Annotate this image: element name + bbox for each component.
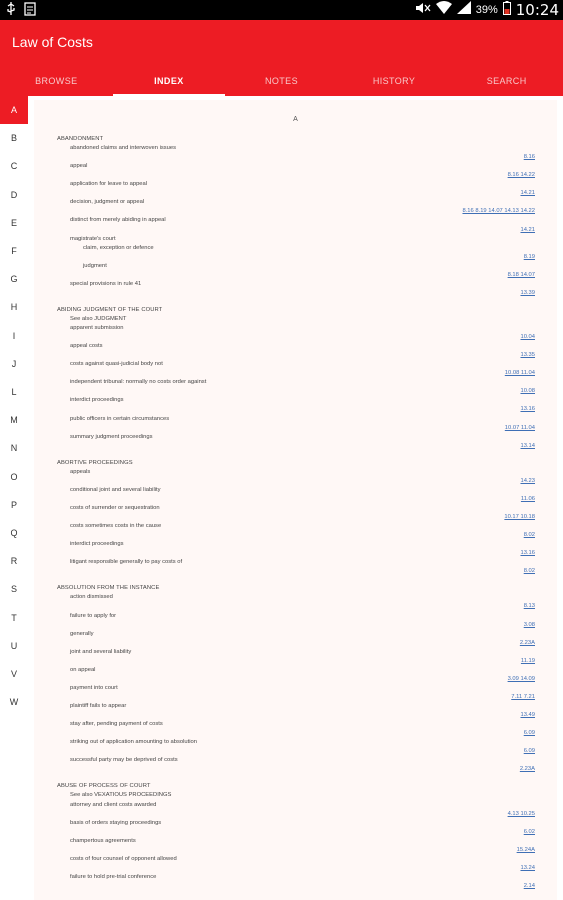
index-reference-link[interactable]: 6.09 bbox=[523, 730, 535, 737]
letter-u[interactable]: U bbox=[10, 640, 18, 651]
index-entry: basis of orders staying proceedings bbox=[70, 819, 162, 826]
index-reference-link[interactable]: 13.14 bbox=[520, 442, 535, 449]
index-entry: public officers in certain circumstances bbox=[70, 415, 170, 422]
letter-m[interactable]: M bbox=[10, 415, 18, 426]
letter-j[interactable]: J bbox=[11, 358, 17, 369]
index-reference-link[interactable]: 13.39 bbox=[520, 289, 535, 296]
index-reference-link[interactable]: 10.17 10.18 bbox=[504, 514, 535, 520]
index-reference-link[interactable]: 13.16 bbox=[520, 406, 535, 413]
index-entry: independent tribunal: normally no costs order against bbox=[70, 379, 207, 386]
index-entry: decision, judgment or appeal bbox=[70, 199, 145, 206]
app-bar bbox=[0, 20, 563, 96]
index-entry: litigant responsible generally to pay costs of bbox=[70, 559, 183, 566]
index-reference-link[interactable]: 10.07 11.04 bbox=[504, 424, 535, 431]
index-reference-link[interactable]: 8.02 bbox=[523, 568, 535, 575]
index-entry: joint and several liability bbox=[70, 648, 132, 655]
letter-o[interactable]: O bbox=[10, 471, 18, 482]
index-heading: ABIDING JUDGMENT OF THE COURT bbox=[57, 306, 163, 313]
index-reference-link[interactable]: 2.23A bbox=[519, 639, 535, 646]
letter-c[interactable]: C bbox=[10, 161, 18, 172]
index-reference-link[interactable]: 8.18 14.07 bbox=[507, 271, 535, 278]
index-entry: special provisions in rule 41 bbox=[70, 280, 142, 287]
index-entry: costs against quasi-judicial body not bbox=[70, 361, 163, 368]
index-reference-link[interactable]: 4.13 10.25 bbox=[507, 810, 535, 817]
index-entry: interdict proceedings bbox=[70, 397, 124, 404]
index-entry: successful party may be deprived of costs bbox=[70, 757, 178, 764]
battery-icon bbox=[503, 1, 511, 20]
index-reference-link[interactable]: 8.16 bbox=[523, 154, 535, 161]
index-reference-link[interactable]: 13.49 bbox=[520, 712, 535, 719]
index-heading: ABSOLUTION FROM THE INSTANCE bbox=[57, 585, 160, 592]
signal-icon bbox=[457, 1, 471, 19]
index-entry: appeals bbox=[70, 468, 91, 475]
index-entry: plaintiff fails to appear bbox=[70, 703, 127, 709]
index-heading: ABUSE OF PROCESS OF COURT bbox=[57, 783, 151, 790]
index-entry: costs of four counsel of opponent allowed bbox=[70, 855, 177, 862]
index-entry: judgment bbox=[83, 262, 107, 269]
index-reference-link[interactable]: 10.04 bbox=[520, 334, 535, 341]
letter-p[interactable]: P bbox=[10, 499, 17, 510]
letter-s[interactable]: S bbox=[10, 584, 17, 595]
tab-search[interactable]: SEARCH bbox=[486, 76, 527, 86]
index-reference-link[interactable]: 3.08 bbox=[523, 621, 535, 628]
index-reference-link[interactable]: 11.06 bbox=[520, 495, 535, 502]
index-entry: magistrate's court bbox=[70, 235, 116, 242]
index-entry: generally bbox=[70, 630, 94, 637]
document-icon bbox=[24, 2, 36, 21]
tab-index[interactable]: INDEX bbox=[113, 68, 226, 96]
wifi-icon bbox=[436, 1, 452, 19]
index-entry: costs of surrender or sequestration bbox=[70, 504, 160, 511]
tab-browse[interactable]: BROWSE bbox=[35, 76, 78, 86]
letter-g[interactable]: G bbox=[10, 274, 18, 285]
tab-bar bbox=[0, 68, 563, 96]
index-reference-link[interactable]: 8.13 bbox=[523, 603, 535, 610]
index-entry: appeal costs bbox=[70, 343, 103, 350]
index-reference-link[interactable]: 14.21 bbox=[520, 226, 535, 233]
index-heading: ABORTIVE PROCEEDINGS bbox=[57, 459, 133, 466]
section-letter: A bbox=[293, 116, 298, 123]
letter-a[interactable]: A bbox=[0, 96, 28, 124]
index-entry: costs sometimes costs in the cause bbox=[70, 523, 162, 530]
letter-v[interactable]: V bbox=[10, 669, 17, 679]
app-title: Law of Costs bbox=[12, 34, 93, 50]
index-content bbox=[34, 100, 557, 900]
index-reference-link[interactable]: 2.14 bbox=[523, 882, 535, 889]
letter-i[interactable]: I bbox=[12, 330, 16, 341]
index-entry: on appeal bbox=[70, 666, 96, 673]
index-heading: ABANDONMENT bbox=[57, 136, 104, 142]
index-reference-link[interactable]: 14.23 bbox=[520, 477, 535, 484]
letter-r[interactable]: R bbox=[10, 556, 18, 567]
index-entry: See also VEXATIOUS PROCEEDINGS bbox=[70, 792, 172, 799]
index-reference-link[interactable]: 15.24A bbox=[516, 846, 535, 853]
index-reference-link[interactable]: 3.09 14.09 bbox=[507, 675, 535, 682]
letter-h[interactable]: H bbox=[10, 302, 18, 313]
index-entry: striking out of application amounting to absolution bbox=[70, 739, 197, 746]
index-entry: interdict proceedings bbox=[70, 541, 124, 548]
index-reference-link[interactable]: 6.09 bbox=[523, 748, 535, 755]
index-entry: summary judgment proceedings bbox=[70, 433, 153, 440]
index-reference-link[interactable]: 7.11 7.21 bbox=[511, 693, 535, 700]
index-reference-link[interactable]: 8.19 bbox=[523, 253, 535, 260]
index-reference-link[interactable]: 2.23A bbox=[519, 766, 535, 773]
index-reference-link[interactable]: 11.19 bbox=[520, 657, 535, 664]
index-reference-link[interactable]: 10.08 bbox=[520, 388, 535, 395]
usb-icon bbox=[6, 2, 16, 21]
tab-notes[interactable]: NOTES bbox=[264, 76, 298, 86]
letter-d[interactable]: D bbox=[10, 189, 18, 200]
letter-f[interactable]: F bbox=[11, 246, 17, 256]
battery-percentage: 39% bbox=[475, 4, 498, 16]
index-reference-link[interactable]: 8.02 bbox=[523, 532, 535, 539]
letter-n[interactable]: N bbox=[10, 443, 18, 454]
index-entry: distinct from merely abiding in appeal bbox=[70, 217, 166, 224]
status-bar bbox=[0, 0, 563, 20]
index-reference-link[interactable]: 8.16 8.19 14.07 14.13 14.22 bbox=[462, 208, 535, 215]
index-entry: payment into court bbox=[70, 684, 118, 691]
index-entry: failure to hold pre-trial conference bbox=[70, 873, 157, 880]
index-entry: See also JUDGMENT bbox=[70, 315, 127, 322]
letter-q[interactable]: Q bbox=[10, 528, 18, 538]
index-entry: attorney and client costs awarded bbox=[70, 801, 157, 808]
index-entry: claim, exception or defence bbox=[83, 244, 154, 251]
index-reference-link[interactable]: 6.02 bbox=[523, 828, 535, 835]
letter-e[interactable]: E bbox=[10, 217, 17, 228]
letter-t[interactable]: T bbox=[11, 612, 17, 623]
letter-index-sidebar bbox=[0, 96, 28, 900]
clock: 10:24 bbox=[515, 1, 559, 19]
mute-icon bbox=[415, 1, 431, 19]
index-reference-link[interactable]: 8.16 14.22 bbox=[507, 172, 535, 179]
index-entry: champertous agreements bbox=[70, 837, 136, 844]
index-reference-link[interactable]: 14.21 bbox=[520, 190, 535, 197]
index-entry: apparent submission bbox=[70, 325, 124, 331]
index-entry: abandoned claims and interwoven issues bbox=[70, 145, 177, 152]
index-entry: stay after, pending payment of costs bbox=[70, 721, 163, 728]
letter-w[interactable]: W bbox=[9, 697, 19, 708]
index-reference-link[interactable]: 10.08 11.04 bbox=[504, 370, 535, 377]
index-reference-link[interactable]: 13.16 bbox=[520, 550, 535, 557]
letter-b[interactable]: B bbox=[10, 133, 17, 144]
index-entry: application for leave to appeal bbox=[70, 181, 148, 188]
index-entry: appeal bbox=[70, 163, 88, 170]
index-entry: conditional joint and several liability bbox=[70, 486, 161, 493]
index-reference-link[interactable]: 13.35 bbox=[520, 352, 535, 359]
index-entry: failure to apply for bbox=[70, 612, 117, 619]
index-reference-link[interactable]: 13.24 bbox=[520, 864, 535, 871]
index-entry: action dismissed bbox=[70, 594, 113, 601]
letter-l[interactable]: L bbox=[11, 387, 17, 397]
tab-history[interactable]: HISTORY bbox=[372, 76, 416, 86]
